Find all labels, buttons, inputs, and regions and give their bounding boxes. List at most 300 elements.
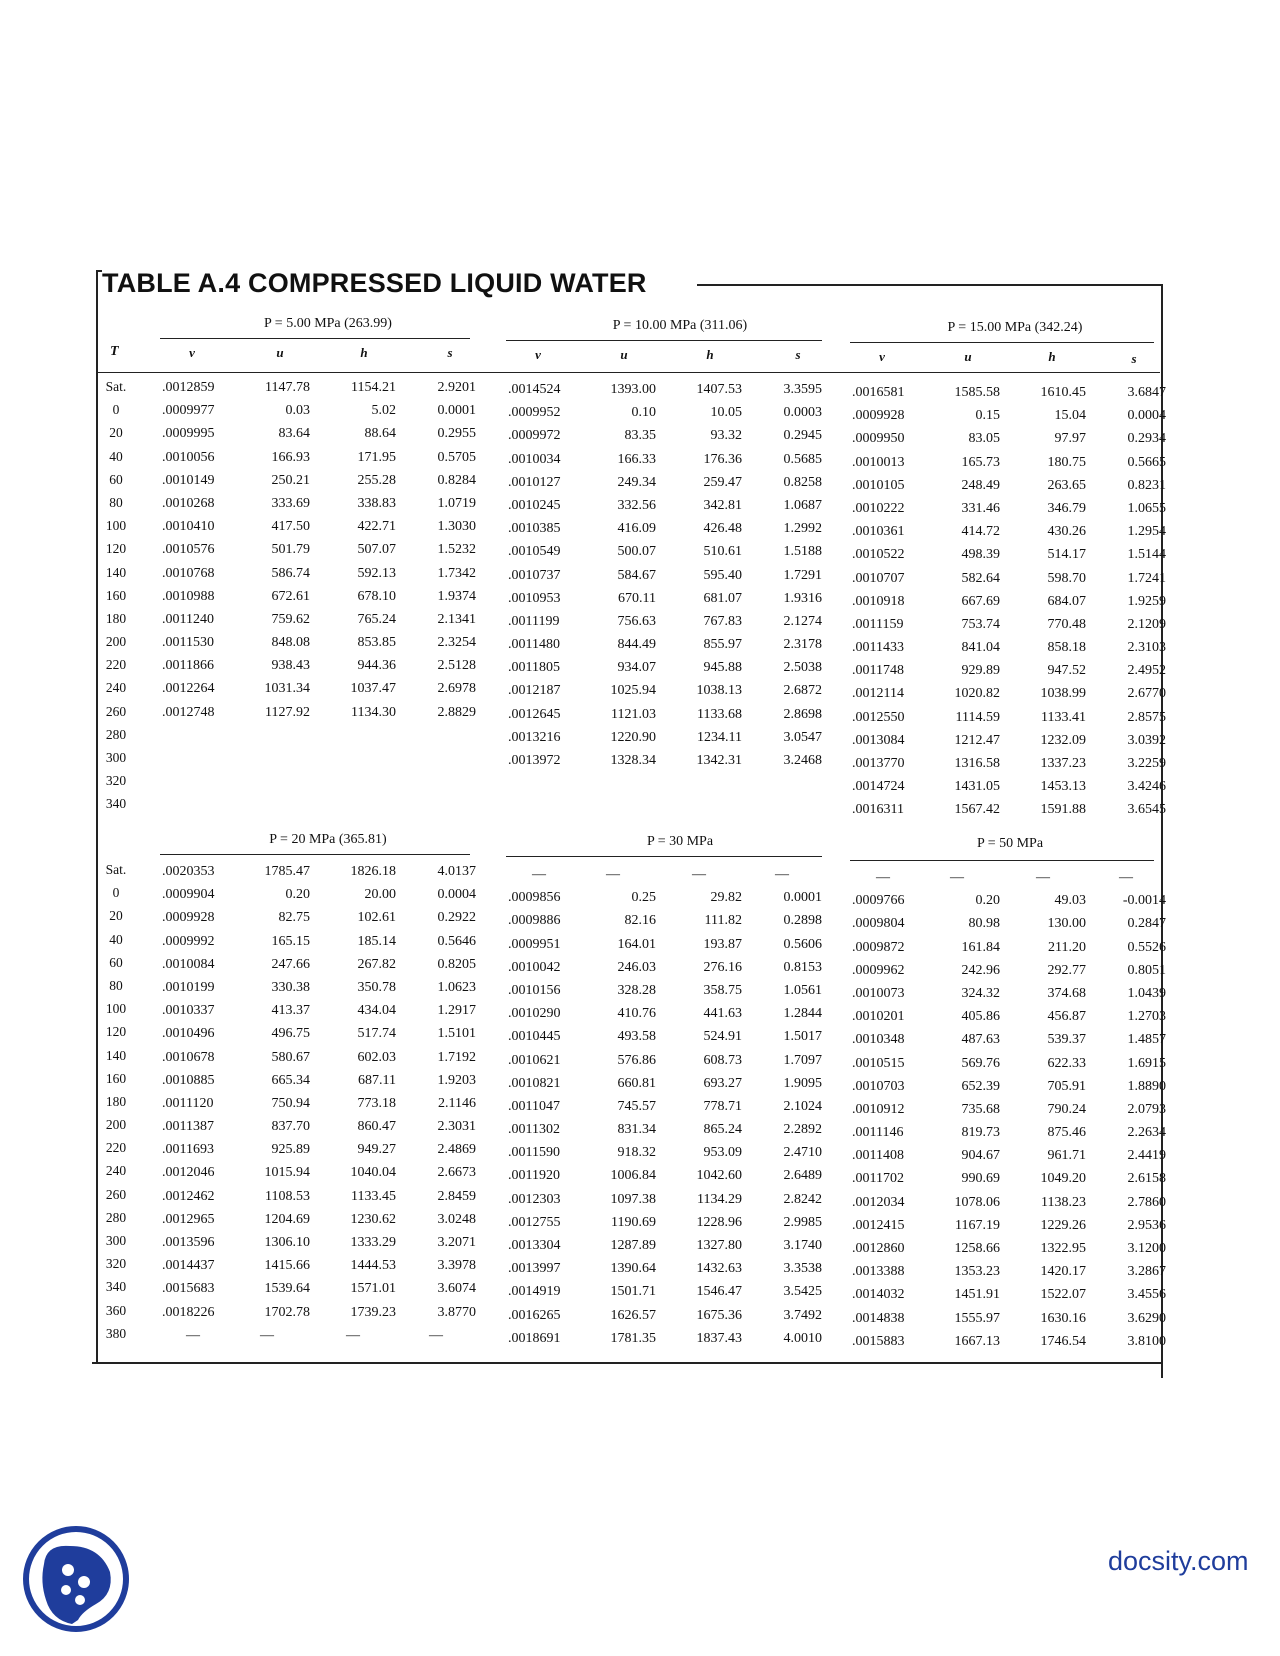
internal-energy-cell: 410.76: [617, 1006, 656, 1022]
specific-volume-cell: .0013997: [508, 1261, 561, 1277]
internal-energy-cell: 848.08: [271, 635, 310, 651]
entropy-cell: 1.5188: [783, 544, 822, 560]
specific-volume-cell: .0010056: [162, 449, 215, 465]
table-row: [162, 1208, 476, 1231]
temperature-cell: Sat.: [105, 379, 127, 394]
upper-table-p10: [508, 378, 822, 819]
table-row: [162, 1185, 476, 1208]
table-row: [162, 953, 476, 976]
specific-volume-cell: .0012415: [852, 1217, 905, 1233]
specific-volume-cell: .0010222: [852, 500, 905, 516]
enthalpy-cell: 1522.07: [1040, 1287, 1086, 1303]
entropy-cell: 2.4419: [1127, 1148, 1166, 1164]
enthalpy-cell: 947.52: [1047, 663, 1086, 679]
entropy-cell: 1.0561: [783, 982, 822, 998]
specific-volume-cell: .0014838: [852, 1310, 905, 1326]
internal-energy-cell: 1127.92: [265, 704, 310, 720]
entropy-cell: 1.4857: [1127, 1032, 1166, 1048]
specific-volume-cell: .0010361: [852, 524, 905, 540]
specific-volume-cell: [508, 772, 570, 795]
internal-energy-cell: [224, 747, 310, 770]
enthalpy-cell: 1040.04: [350, 1165, 396, 1181]
enthalpy-cell: 49.03: [1054, 893, 1086, 909]
internal-energy-cell: 324.32: [961, 985, 1000, 1001]
temperature-cell: Sat.: [105, 862, 127, 877]
enthalpy-cell: 687.11: [358, 1072, 396, 1088]
specific-volume-cell: .0011433: [852, 640, 904, 656]
enthalpy-cell: 434.04: [357, 1003, 396, 1019]
internal-energy-cell: 745.57: [617, 1098, 656, 1114]
specific-volume-cell: .0010678: [162, 1049, 215, 1065]
specific-volume-cell: .0012550: [852, 709, 905, 725]
enthalpy-cell: 15.04: [1054, 408, 1086, 424]
table-row: [162, 883, 476, 906]
entropy-cell: 3.6545: [1127, 802, 1166, 818]
entropy-cell: 0.0001: [783, 890, 822, 906]
specific-volume-cell: .0009962: [852, 962, 905, 978]
specific-volume-cell: .0010337: [162, 1003, 215, 1019]
internal-energy-cell: 1702.78: [264, 1304, 310, 1320]
temperature-cell: 200: [105, 1117, 127, 1133]
specific-volume-cell: .0011408: [852, 1148, 904, 1164]
specific-volume-cell: .0009872: [852, 939, 905, 955]
specific-volume-cell: .0012046: [162, 1165, 215, 1181]
table-row: [852, 659, 1166, 682]
entropy-cell: 2.2892: [783, 1122, 822, 1138]
specific-volume-cell: .0011240: [162, 611, 214, 627]
internal-energy-cell: 1785.47: [264, 864, 310, 879]
enthalpy-cell: 88.64: [364, 426, 396, 442]
table-row: [852, 1052, 1166, 1075]
entropy-cell: —: [429, 1327, 443, 1343]
table-row: [162, 631, 476, 654]
docsity-brand[interactable]: docsity.com: [1108, 1546, 1249, 1576]
entropy-cell: [742, 795, 822, 818]
enthalpy-cell: 29.82: [710, 890, 742, 906]
table-row: [162, 399, 476, 422]
entropy-cell: 0.8231: [1127, 477, 1166, 493]
table-row: [508, 633, 822, 656]
temperature-cell: 140: [105, 564, 127, 580]
specific-volume-cell: .0009928: [162, 910, 215, 926]
specific-volume-cell: .0011159: [852, 616, 904, 632]
upper-group-3-rule: [850, 342, 1154, 343]
internal-energy-cell: 1006.84: [610, 1168, 656, 1184]
table-row: [162, 492, 476, 515]
specific-volume-cell: .0010496: [162, 1026, 215, 1042]
internal-energy-cell: 1078.06: [954, 1194, 1000, 1210]
entropy-cell: 2.1146: [438, 1095, 476, 1111]
enthalpy-cell: 517.74: [357, 1026, 396, 1042]
enthalpy-cell: 778.71: [703, 1098, 742, 1114]
table-row: [508, 656, 822, 679]
specific-volume-cell: .0011748: [852, 663, 904, 679]
enthalpy-cell: 1546.47: [696, 1284, 742, 1300]
enthalpy-cell: 10.05: [710, 405, 742, 421]
enthalpy-cell: —: [692, 867, 706, 882]
enthalpy-cell: 510.61: [703, 544, 742, 560]
enthalpy-cell: 1049.20: [1040, 1171, 1086, 1187]
specific-volume-cell: .0011920: [508, 1168, 560, 1184]
enthalpy-cell: 945.88: [703, 660, 742, 676]
entropy-cell: 2.6489: [783, 1168, 822, 1184]
entropy-cell: 1.9374: [437, 588, 476, 604]
table-row: [162, 677, 476, 700]
specific-volume-cell: .0009804: [852, 916, 905, 932]
entropy-cell: 2.1274: [783, 613, 822, 629]
table-row: [162, 654, 476, 677]
table-row: [508, 401, 822, 424]
entropy-cell: 2.9536: [1127, 1217, 1166, 1233]
internal-energy-cell: 938.43: [271, 658, 310, 674]
internal-energy-cell: 0.15: [975, 408, 1000, 424]
specific-volume-cell: .0011146: [852, 1125, 904, 1141]
entropy-cell: 3.6290: [1127, 1310, 1166, 1326]
enthalpy-cell: 1133.41: [1041, 709, 1086, 725]
table-row: [852, 889, 1166, 912]
table-row: [162, 1138, 476, 1161]
table-row: [508, 726, 822, 749]
enthalpy-cell: 1746.54: [1040, 1333, 1086, 1349]
enthalpy-cell: 592.13: [357, 565, 396, 581]
internal-energy-cell: 672.61: [271, 588, 310, 604]
upper-s2-header: s: [795, 347, 801, 362]
table-row: [508, 979, 822, 1002]
specific-volume-cell: .0010768: [162, 565, 215, 581]
internal-energy-cell: 328.28: [617, 982, 656, 998]
table-row: [852, 1214, 1166, 1237]
entropy-cell: 2.6872: [783, 683, 822, 699]
entropy-cell: 0.2847: [1127, 916, 1166, 932]
entropy-cell: 2.9985: [783, 1214, 822, 1230]
internal-energy-cell: 837.70: [271, 1119, 310, 1135]
entropy-cell: 2.6978: [437, 681, 476, 697]
table-row: [852, 613, 1166, 636]
entropy-cell: 3.4246: [1127, 779, 1166, 795]
specific-volume-cell: .0009856: [508, 890, 561, 906]
temperature-cell: 340: [105, 796, 127, 812]
internal-energy-cell: 1306.10: [264, 1235, 310, 1250]
table-row: [162, 860, 476, 883]
internal-energy-cell: 416.09: [617, 521, 656, 537]
entropy-cell: 1.7241: [1127, 570, 1166, 586]
internal-energy-cell: 164.01: [617, 936, 656, 952]
table-row: [852, 1307, 1166, 1330]
table-row: [508, 1164, 822, 1187]
table-row: [162, 1069, 476, 1092]
internal-energy-cell: 586.74: [271, 565, 310, 581]
entropy-cell: 1.2992: [783, 521, 822, 537]
internal-energy-cell: 918.32: [617, 1145, 656, 1161]
enthalpy-cell: 193.87: [703, 936, 742, 952]
enthalpy-cell: —: [346, 1327, 360, 1343]
entropy-cell: 2.1341: [437, 611, 476, 627]
enthalpy-cell: 524.91: [703, 1029, 742, 1045]
upper-group-2-label: P = 10.00 MPa (311.06): [612, 318, 748, 333]
internal-energy-cell: —: [950, 870, 964, 885]
entropy-cell: 3.6847: [1127, 385, 1166, 400]
specific-volume-cell: .0012755: [508, 1214, 561, 1230]
specific-volume-cell: .0010410: [162, 519, 215, 535]
enthalpy-cell: 765.24: [357, 611, 396, 627]
internal-energy-cell: 493.58: [617, 1029, 656, 1045]
table-row: [852, 1144, 1166, 1167]
internal-energy-cell: 161.84: [961, 939, 1000, 955]
specific-volume-cell: [162, 770, 224, 793]
internal-energy-cell: 904.67: [961, 1148, 1000, 1164]
lower-group-3-label: P = 50 MPa: [976, 836, 1044, 851]
entropy-cell: 1.2703: [1127, 1009, 1166, 1025]
table-row: [852, 567, 1166, 590]
upper-header-rule: [98, 372, 1160, 373]
internal-energy-cell: 414.72: [961, 524, 1000, 540]
table-row: [508, 378, 822, 401]
specific-volume-cell: .0011302: [508, 1122, 560, 1138]
entropy-cell: 2.9201: [437, 380, 476, 395]
specific-volume-cell: —: [876, 870, 890, 885]
enthalpy-cell: 93.32: [710, 428, 742, 444]
table-row: [852, 706, 1166, 729]
internal-energy-cell: 576.86: [617, 1052, 656, 1068]
internal-energy-cell: 0.25: [631, 890, 656, 906]
entropy-cell: 2.4710: [783, 1145, 822, 1161]
entropy-cell: 3.8100: [1127, 1333, 1166, 1349]
internal-energy-cell: 1415.66: [264, 1258, 310, 1274]
upper-temperature-column: [96, 375, 136, 816]
internal-energy-cell: 750.94: [271, 1095, 310, 1111]
entropy-cell: 1.3030: [437, 519, 476, 535]
internal-energy-cell: 413.37: [271, 1003, 310, 1019]
enthalpy-cell: 350.78: [357, 979, 396, 995]
enthalpy-cell: 1134.29: [697, 1191, 742, 1207]
internal-energy-cell: 1015.94: [264, 1165, 310, 1181]
enthalpy-cell: 130.00: [1047, 916, 1086, 932]
internal-energy-cell: 1204.69: [264, 1211, 310, 1227]
internal-energy-cell: 759.62: [271, 611, 310, 627]
table-row: [852, 1260, 1166, 1283]
specific-volume-cell: .0013304: [508, 1238, 561, 1253]
entropy-cell: 0.8284: [437, 472, 476, 488]
entropy-cell: 0.5606: [783, 936, 822, 952]
lower-group-1-rule: [160, 854, 470, 855]
specific-volume-cell: .0011480: [508, 637, 560, 653]
specific-volume-cell: .0010385: [508, 521, 561, 537]
upper-h1-header: h: [360, 345, 368, 360]
enthalpy-cell: 97.97: [1054, 431, 1086, 447]
enthalpy-cell: 1675.36: [696, 1307, 742, 1323]
enthalpy-cell: 1826.18: [350, 864, 396, 879]
entropy-cell: 3.2259: [1127, 756, 1166, 771]
enthalpy-cell: 346.79: [1047, 500, 1086, 516]
entropy-cell: 0.0001: [437, 403, 476, 419]
specific-volume-cell: .0011590: [508, 1145, 560, 1161]
entropy-cell: 0.0004: [437, 887, 476, 903]
entropy-cell: 1.5232: [437, 542, 476, 558]
entropy-cell: 2.2634: [1127, 1125, 1166, 1141]
internal-energy-cell: 405.86: [961, 1009, 1000, 1025]
internal-energy-cell: 934.07: [617, 660, 656, 676]
enthalpy-cell: 1133.68: [697, 706, 742, 722]
enthalpy-cell: 1571.01: [350, 1281, 396, 1297]
entropy-cell: 3.8770: [437, 1304, 476, 1320]
entropy-cell: [396, 770, 476, 793]
internal-energy-cell: 1147.78: [265, 380, 310, 395]
temperature-cell: 260: [105, 703, 127, 719]
specific-volume-cell: .0009886: [508, 913, 561, 929]
specific-volume-cell: .0011047: [508, 1098, 560, 1114]
enthalpy-cell: 1837.43: [696, 1330, 742, 1346]
temperature-cell: 380: [105, 1325, 127, 1341]
enthalpy-cell: 773.18: [357, 1095, 396, 1111]
enthalpy-cell: 185.14: [357, 933, 396, 949]
specific-volume-cell: .0010084: [162, 956, 215, 972]
internal-energy-cell: 496.75: [271, 1026, 310, 1042]
table-row: [852, 1167, 1166, 1190]
entropy-cell: 1.0687: [783, 497, 822, 513]
enthalpy-cell: 770.48: [1047, 616, 1086, 632]
enthalpy-cell: 1591.88: [1040, 802, 1086, 818]
table-row: [508, 1095, 822, 1118]
internal-energy-cell: 0.20: [975, 893, 1000, 909]
enthalpy-cell: 456.87: [1047, 1009, 1086, 1025]
enthalpy-cell: 342.81: [703, 497, 742, 513]
table-row: [852, 1028, 1166, 1051]
specific-volume-cell: .0009928: [852, 408, 905, 424]
enthalpy-cell: 949.27: [357, 1142, 396, 1158]
internal-energy-cell: 670.11: [618, 590, 656, 606]
entropy-cell: 3.2867: [1127, 1264, 1166, 1280]
internal-energy-cell: 417.50: [271, 519, 310, 535]
specific-volume-cell: .0010073: [852, 985, 905, 1001]
entropy-cell: 0.0003: [783, 405, 822, 421]
specific-volume-cell: —: [186, 1327, 200, 1343]
enthalpy-cell: 1229.26: [1040, 1217, 1086, 1233]
entropy-cell: 2.8698: [783, 706, 822, 722]
enthalpy-cell: 1420.17: [1040, 1264, 1086, 1280]
enthalpy-cell: [310, 724, 396, 747]
table-row: [508, 471, 822, 494]
internal-energy-cell: 844.49: [617, 637, 656, 653]
temperature-cell: 0: [112, 402, 120, 418]
specific-volume-cell: .0010127: [508, 474, 561, 490]
enthalpy-cell: 684.07: [1047, 593, 1086, 609]
internal-energy-cell: 1020.82: [954, 686, 1000, 702]
specific-volume-cell: .0009972: [508, 428, 561, 444]
temperature-cell: 80: [109, 977, 123, 993]
specific-volume-cell: .0010522: [852, 547, 905, 563]
enthalpy-cell: 1138.23: [1041, 1194, 1086, 1210]
enthalpy-cell: 622.33: [1047, 1055, 1086, 1071]
internal-energy-cell: 83.05: [968, 431, 1000, 447]
upper-v1-header: v: [189, 345, 195, 360]
internal-energy-cell: 1501.71: [610, 1284, 656, 1300]
internal-energy-cell: 1097.38: [610, 1191, 656, 1207]
specific-volume-cell: .0011120: [162, 1095, 214, 1111]
enthalpy-cell: [310, 747, 396, 770]
internal-energy-cell: 248.49: [961, 477, 1000, 493]
specific-volume-cell: .0010821: [508, 1075, 561, 1091]
enthalpy-cell: 1230.62: [350, 1211, 396, 1227]
internal-energy-cell: 1031.34: [264, 681, 310, 697]
specific-volume-cell: .0011387: [162, 1119, 214, 1135]
table-row: [162, 608, 476, 631]
specific-volume-cell: .0014524: [508, 382, 561, 397]
entropy-cell: 1.7342: [437, 565, 476, 581]
temperature-cell: 360: [105, 1302, 127, 1318]
enthalpy-cell: 539.37: [1047, 1032, 1086, 1048]
table-row: [508, 886, 822, 909]
entropy-cell: 3.3538: [783, 1261, 822, 1277]
specific-volume-cell: .0012748: [162, 704, 215, 720]
table-row: [852, 775, 1166, 798]
temperature-cell: 60: [109, 954, 123, 970]
internal-energy-cell: 1025.94: [610, 683, 656, 699]
temperature-cell: 100: [105, 518, 127, 534]
lower-group-1-label: P = 20 MPa (365.81): [269, 832, 387, 847]
specific-volume-cell: .0010918: [852, 593, 905, 609]
specific-volume-cell: .0012034: [852, 1194, 905, 1210]
specific-volume-cell: .0010576: [162, 542, 215, 558]
specific-volume-cell: —: [532, 867, 546, 882]
entropy-cell: 0.2922: [437, 910, 476, 926]
table-row: [162, 446, 476, 469]
specific-volume-cell: .0014032: [852, 1287, 905, 1303]
enthalpy-cell: 681.07: [703, 590, 742, 606]
table-row: [162, 724, 476, 747]
entropy-cell: 0.5665: [1127, 454, 1166, 470]
table-row: [852, 404, 1166, 427]
table-row: [162, 1161, 476, 1184]
internal-energy-cell: 166.33: [617, 451, 656, 467]
entropy-cell: 2.4869: [437, 1142, 476, 1158]
upper-group-3-label: P = 15.00 MPa (342.24): [947, 320, 1083, 335]
enthalpy-cell: 374.68: [1047, 985, 1086, 1001]
entropy-cell: 2.3178: [783, 637, 822, 653]
enthalpy-cell: 180.75: [1047, 454, 1086, 470]
entropy-cell: 1.5144: [1127, 547, 1166, 563]
specific-volume-cell: .0013596: [162, 1235, 215, 1250]
table-row: [508, 587, 822, 610]
entropy-cell: —: [775, 867, 789, 882]
specific-volume-cell: .0009977: [162, 403, 215, 419]
enthalpy-cell: 426.48: [703, 521, 742, 537]
entropy-cell: 3.2468: [783, 753, 822, 768]
upper-t-header: T: [110, 344, 119, 359]
internal-energy-cell: 584.67: [617, 567, 656, 583]
enthalpy-cell: 292.77: [1047, 962, 1086, 978]
specific-volume-cell: .0010156: [508, 982, 561, 998]
enthalpy-cell: 1333.29: [350, 1235, 396, 1250]
specific-volume-cell: .0012114: [852, 686, 904, 702]
internal-energy-cell: 0.20: [285, 887, 310, 903]
upper-s1-header: s: [447, 345, 453, 360]
enthalpy-cell: 705.91: [1047, 1078, 1086, 1094]
table-row: [852, 543, 1166, 566]
internal-energy-cell: 80.98: [968, 916, 1000, 932]
table-row: [508, 772, 822, 795]
internal-energy-cell: 82.75: [278, 910, 310, 926]
entropy-cell: 1.9316: [783, 590, 822, 606]
entropy-cell: 3.5425: [783, 1284, 822, 1300]
table-row: [508, 1304, 822, 1327]
enthalpy-cell: [310, 770, 396, 793]
entropy-cell: 2.8242: [783, 1191, 822, 1207]
entropy-cell: 2.8575: [1127, 709, 1166, 725]
specific-volume-cell: .0018226: [162, 1304, 215, 1320]
specific-volume-cell: .0012965: [162, 1211, 215, 1227]
internal-energy-cell: 0.10: [631, 405, 656, 421]
specific-volume-cell: .0009766: [852, 893, 905, 909]
